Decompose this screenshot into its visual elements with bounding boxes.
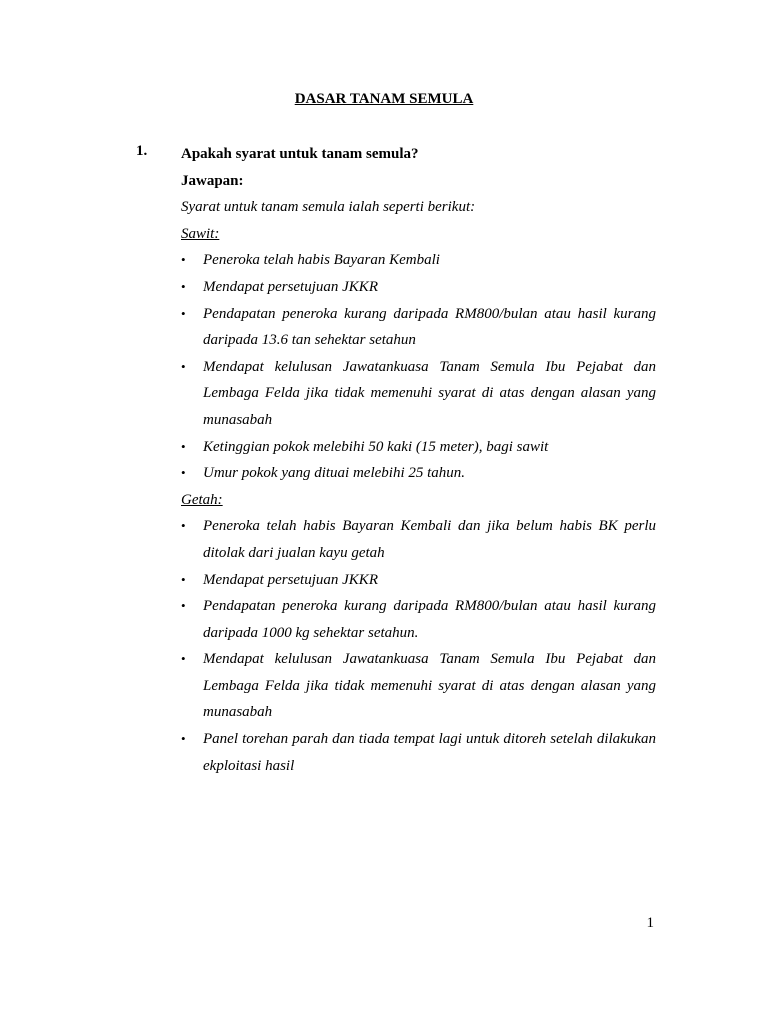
bullet-icon: •: [181, 598, 186, 614]
answer-label: Jawapan:: [181, 172, 244, 189]
bullet-icon: •: [181, 465, 186, 481]
list-item: • Mendapat persetujuan JKKR: [181, 567, 656, 594]
list-item: • Peneroka telah habis Bayaran Kembali dan jika belum habis BK perlu ditolak dari jualan kayu getah: [181, 513, 656, 566]
bullet-icon: •: [181, 438, 186, 454]
bullet-icon: •: [181, 571, 186, 587]
document-title: DASAR TANAM SEMULA: [294, 91, 474, 107]
list-item: • Umur pokok yang dituai melebihi 25 tahun.: [181, 460, 656, 487]
question-number: 1.: [136, 143, 148, 159]
bullet-icon: •: [181, 651, 186, 667]
list-item: • Mendapat kelulusan Jawatankuasa Tanam Semula Ibu Pejabat dan Lembaga Felda jika tidak memenuhi syarat di atas dengan alasan yang munasabah: [181, 354, 656, 434]
sawit-list: [181, 247, 656, 486]
getah-list: [181, 513, 656, 779]
list-item: • Mendapat persetujuan JKKR: [181, 274, 656, 301]
list-item: • Panel torehan parah dan tiada tempat lagi untuk ditoreh setelah dilakukan ekploitasi hasil: [181, 726, 656, 779]
list-item: • Peneroka telah habis Bayaran Kembali: [181, 247, 656, 274]
sawit-heading: Sawit:: [181, 225, 220, 242]
list-item: • Pendapatan peneroka kurang daripada RM800/bulan atau hasil kurang daripada 1000 kg sehektar setahun.: [181, 593, 656, 646]
bullet-icon: •: [181, 278, 186, 294]
page-number: 1: [646, 915, 654, 931]
bullet-icon: •: [181, 518, 186, 534]
getah-heading: Getah:: [181, 491, 223, 508]
bullet-icon: •: [181, 252, 186, 268]
question-text: Apakah syarat untuk tanam semula?: [181, 146, 419, 162]
list-item: • Mendapat kelulusan Jawatankuasa Tanam Semula Ibu Pejabat dan Lembaga Felda jika tidak memenuhi syarat di atas dengan alasan yang munasabah: [181, 646, 656, 726]
list-item: • Ketinggian pokok melebihi 50 kaki (15 meter), bagi sawit: [181, 434, 656, 461]
bullet-icon: •: [181, 731, 186, 747]
bullet-icon: •: [181, 305, 186, 321]
question-content: [181, 141, 656, 779]
answer-intro: Syarat untuk tanam semula ialah seperti berikut:: [181, 199, 476, 216]
bullet-icon: •: [181, 358, 186, 374]
list-item: • Pendapatan peneroka kurang daripada RM800/bulan atau hasil kurang daripada 13.6 tan sehektar setahun: [181, 301, 656, 354]
